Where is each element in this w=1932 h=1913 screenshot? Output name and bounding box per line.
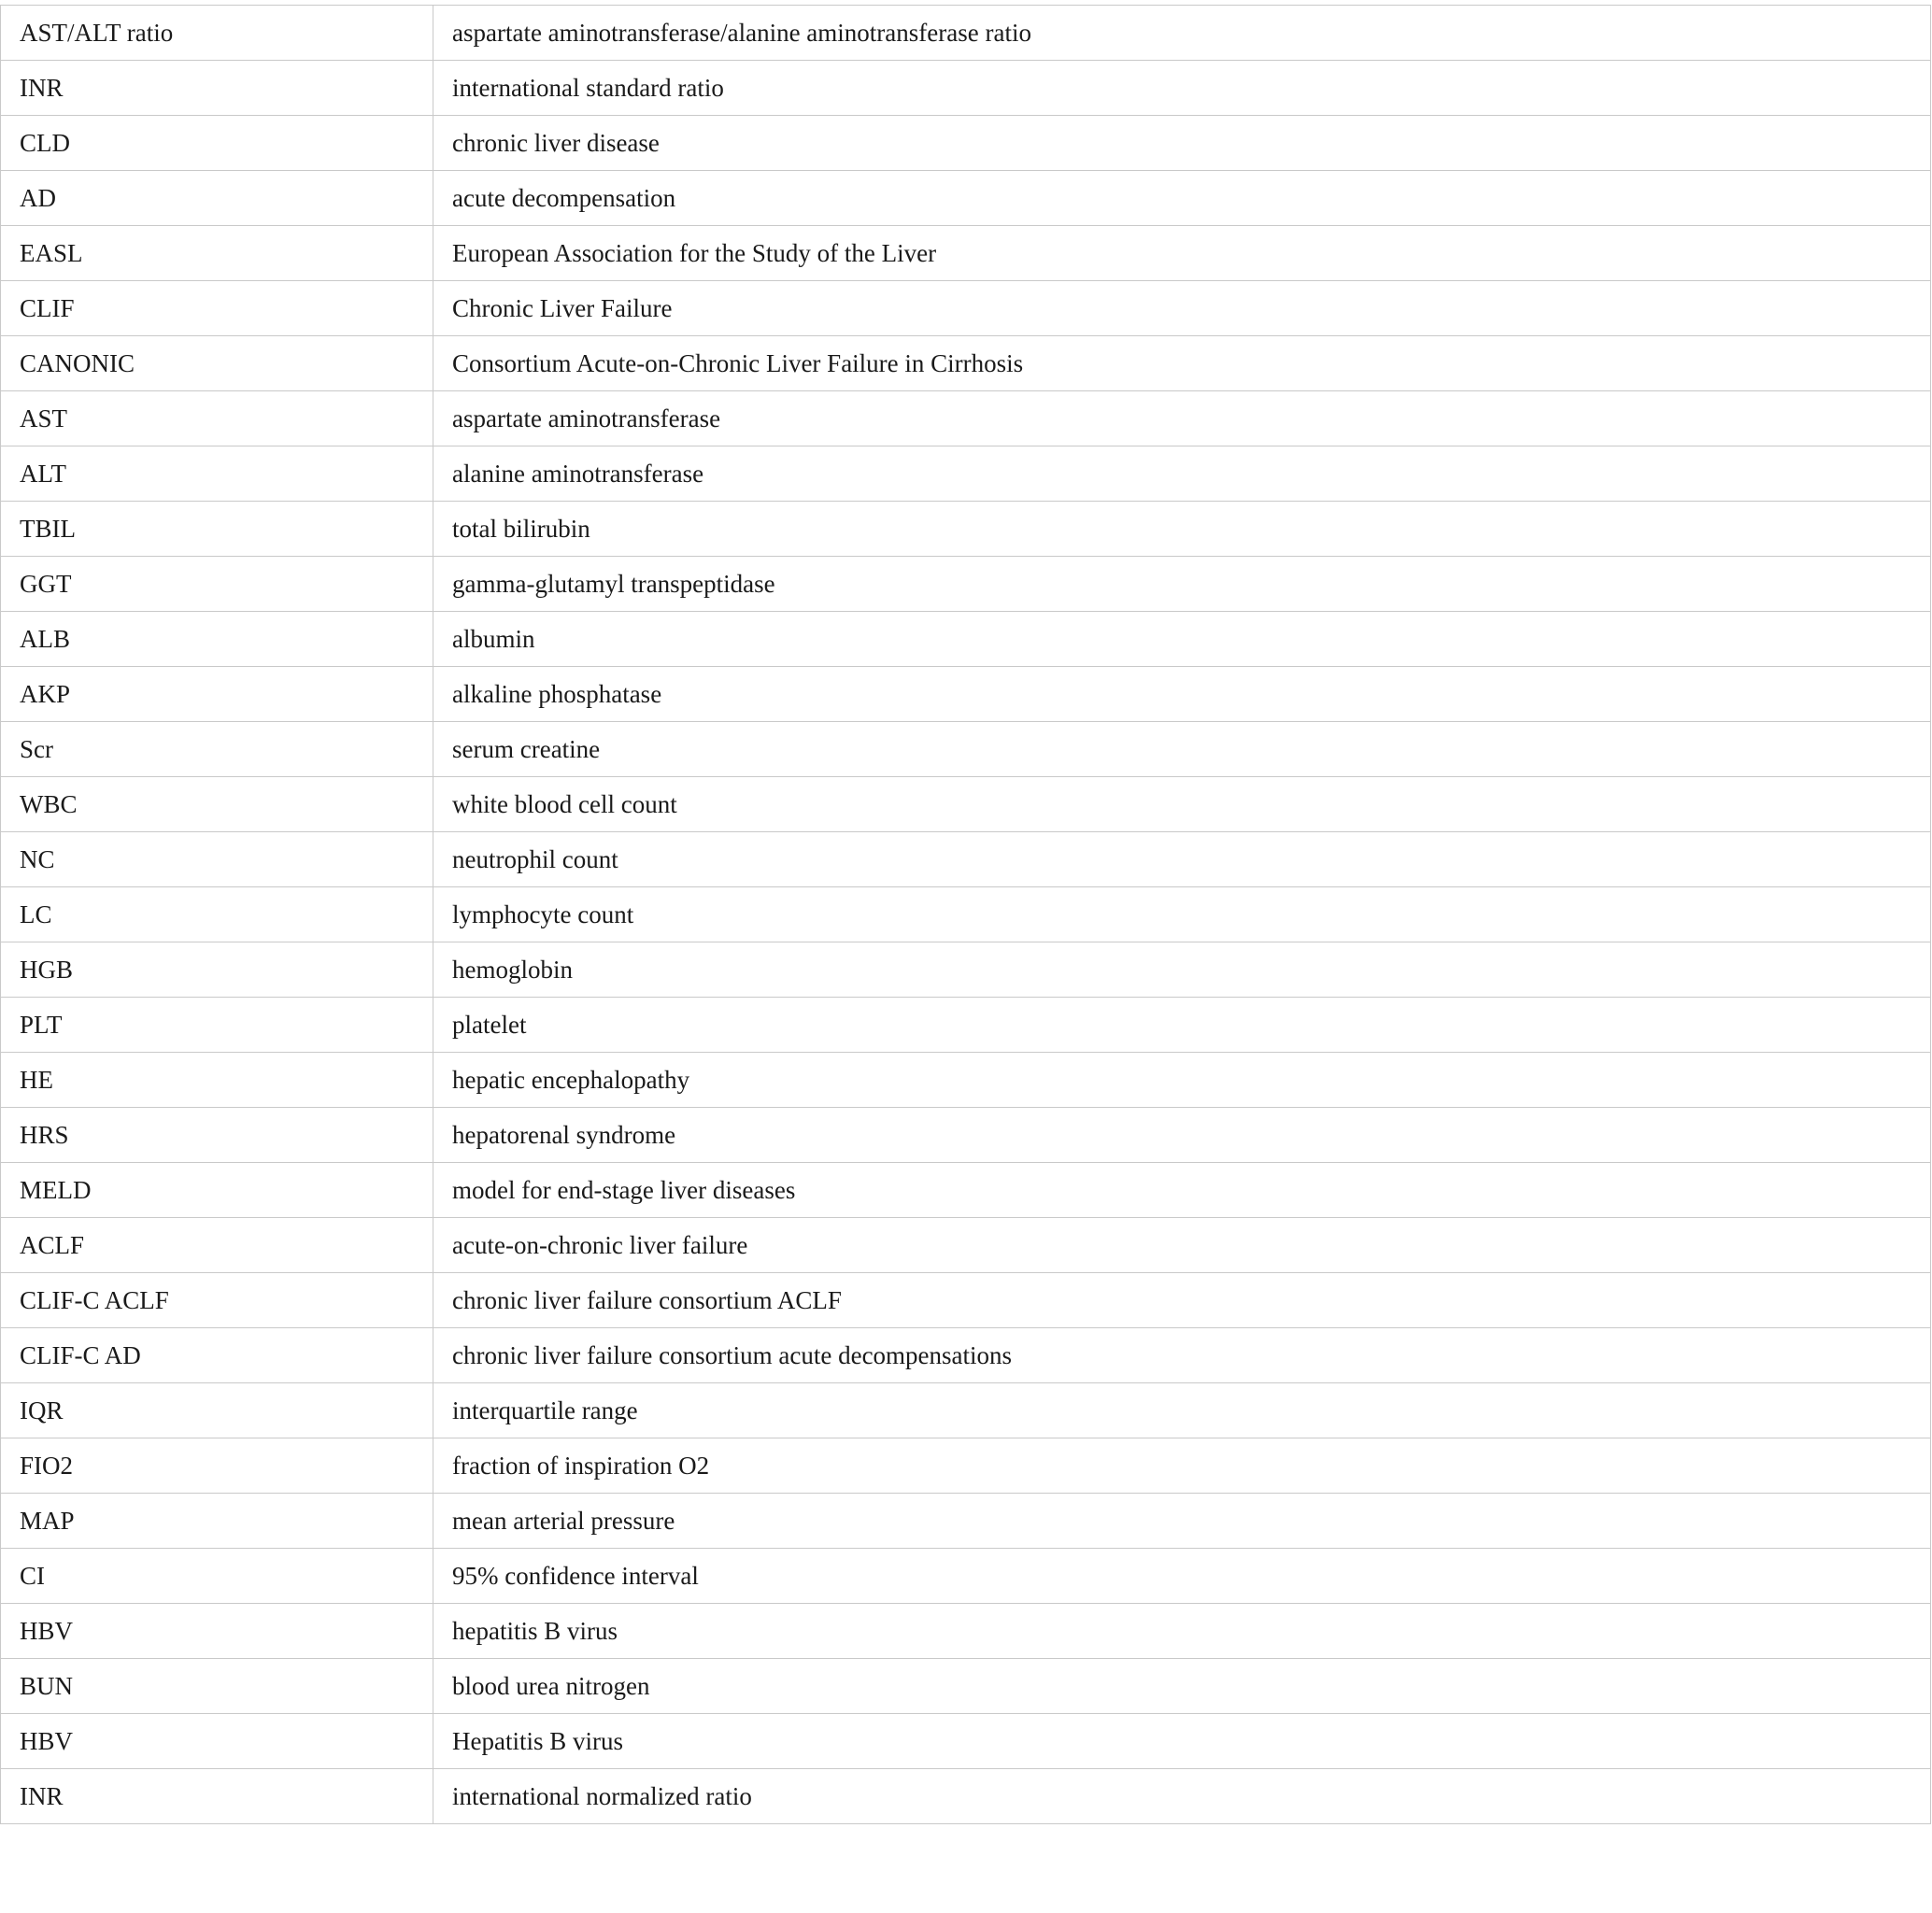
table-row xyxy=(1,998,1931,1053)
definition-cell: Hepatitis B virus xyxy=(433,1714,1931,1769)
definition-cell: hepatorenal syndrome xyxy=(433,1108,1931,1163)
definition-cell: fraction of inspiration O2 xyxy=(433,1438,1931,1494)
abbreviation-cell: AST xyxy=(1,391,433,446)
abbreviation-cell: ALB xyxy=(1,612,433,667)
definition-cell: aspartate aminotransferase/alanine aminotransferase ratio xyxy=(433,6,1931,61)
table-row xyxy=(1,336,1931,391)
abbreviation-cell: HGB xyxy=(1,942,433,998)
definition-cell: total bilirubin xyxy=(433,502,1931,557)
definition-cell: hemoglobin xyxy=(433,942,1931,998)
abbreviation-cell: NC xyxy=(1,832,433,887)
table-row xyxy=(1,1383,1931,1438)
table-row xyxy=(1,612,1931,667)
table-row xyxy=(1,1549,1931,1604)
abbreviation-cell: CLIF-C ACLF xyxy=(1,1273,433,1328)
table-row xyxy=(1,1714,1931,1769)
table-row xyxy=(1,1218,1931,1273)
definition-cell: Consortium Acute-on-Chronic Liver Failure in Cirrhosis xyxy=(433,336,1931,391)
abbreviation-cell: Scr xyxy=(1,722,433,777)
table-row xyxy=(1,391,1931,446)
definition-cell: white blood cell count xyxy=(433,777,1931,832)
definition-cell: neutrophil count xyxy=(433,832,1931,887)
definition-cell: international standard ratio xyxy=(433,61,1931,116)
table-row xyxy=(1,1108,1931,1163)
abbreviation-cell: CLIF-C AD xyxy=(1,1328,433,1383)
abbreviations-table xyxy=(0,5,1931,1824)
definition-cell: platelet xyxy=(433,998,1931,1053)
definition-cell: hepatic encephalopathy xyxy=(433,1053,1931,1108)
table-row xyxy=(1,226,1931,281)
abbreviation-cell: LC xyxy=(1,887,433,942)
definition-cell: Chronic Liver Failure xyxy=(433,281,1931,336)
definition-cell: lymphocyte count xyxy=(433,887,1931,942)
definition-cell: mean arterial pressure xyxy=(433,1494,1931,1549)
abbreviations-table-body xyxy=(1,6,1931,1824)
abbreviation-cell: HBV xyxy=(1,1604,433,1659)
abbreviation-cell: ALT xyxy=(1,446,433,502)
abbreviation-cell: IQR xyxy=(1,1383,433,1438)
definition-cell: alkaline phosphatase xyxy=(433,667,1931,722)
definition-cell: 95% confidence interval xyxy=(433,1549,1931,1604)
table-row xyxy=(1,832,1931,887)
definition-cell: international normalized ratio xyxy=(433,1769,1931,1824)
abbreviation-cell: FIO2 xyxy=(1,1438,433,1494)
table-row xyxy=(1,502,1931,557)
table-row xyxy=(1,116,1931,171)
table-row xyxy=(1,942,1931,998)
abbreviation-cell: CANONIC xyxy=(1,336,433,391)
abbreviation-cell: INR xyxy=(1,61,433,116)
abbreviation-cell: AKP xyxy=(1,667,433,722)
abbreviation-cell: HE xyxy=(1,1053,433,1108)
abbreviation-cell: CLD xyxy=(1,116,433,171)
abbreviation-cell: MELD xyxy=(1,1163,433,1218)
definition-cell: serum creatine xyxy=(433,722,1931,777)
abbreviation-cell: CI xyxy=(1,1549,433,1604)
table-row xyxy=(1,1438,1931,1494)
definition-cell: acute decompensation xyxy=(433,171,1931,226)
table-row xyxy=(1,171,1931,226)
table-row xyxy=(1,1163,1931,1218)
definition-cell: hepatitis B virus xyxy=(433,1604,1931,1659)
abbreviation-cell: HRS xyxy=(1,1108,433,1163)
abbreviation-cell: AD xyxy=(1,171,433,226)
table-row xyxy=(1,1494,1931,1549)
table-row xyxy=(1,722,1931,777)
abbreviation-cell: EASL xyxy=(1,226,433,281)
abbreviation-cell: BUN xyxy=(1,1659,433,1714)
table-row xyxy=(1,61,1931,116)
abbreviation-cell: ACLF xyxy=(1,1218,433,1273)
definition-cell: alanine aminotransferase xyxy=(433,446,1931,502)
table-row xyxy=(1,1273,1931,1328)
definition-cell: chronic liver failure consortium ACLF xyxy=(433,1273,1931,1328)
table-row xyxy=(1,1659,1931,1714)
abbreviation-cell: INR xyxy=(1,1769,433,1824)
abbreviation-cell: AST/ALT ratio xyxy=(1,6,433,61)
table-row xyxy=(1,667,1931,722)
definition-cell: European Association for the Study of the Liver xyxy=(433,226,1931,281)
table-row xyxy=(1,1769,1931,1824)
table-row xyxy=(1,1604,1931,1659)
abbreviation-cell: PLT xyxy=(1,998,433,1053)
table-row xyxy=(1,1328,1931,1383)
table-row xyxy=(1,1053,1931,1108)
definition-cell: chronic liver failure consortium acute decompensations xyxy=(433,1328,1931,1383)
abbreviation-cell: TBIL xyxy=(1,502,433,557)
definition-cell: interquartile range xyxy=(433,1383,1931,1438)
definition-cell: blood urea nitrogen xyxy=(433,1659,1931,1714)
definition-cell: model for end-stage liver diseases xyxy=(433,1163,1931,1218)
definition-cell: acute-on-chronic liver failure xyxy=(433,1218,1931,1273)
table-row xyxy=(1,446,1931,502)
definition-cell: aspartate aminotransferase xyxy=(433,391,1931,446)
table-row xyxy=(1,887,1931,942)
abbreviation-cell: MAP xyxy=(1,1494,433,1549)
abbreviation-cell: GGT xyxy=(1,557,433,612)
definition-cell: gamma-glutamyl transpeptidase xyxy=(433,557,1931,612)
table-row xyxy=(1,6,1931,61)
definition-cell: albumin xyxy=(433,612,1931,667)
abbreviation-cell: WBC xyxy=(1,777,433,832)
table-row xyxy=(1,777,1931,832)
table-row xyxy=(1,281,1931,336)
abbreviation-cell: HBV xyxy=(1,1714,433,1769)
definition-cell: chronic liver disease xyxy=(433,116,1931,171)
table-row xyxy=(1,557,1931,612)
abbreviation-cell: CLIF xyxy=(1,281,433,336)
